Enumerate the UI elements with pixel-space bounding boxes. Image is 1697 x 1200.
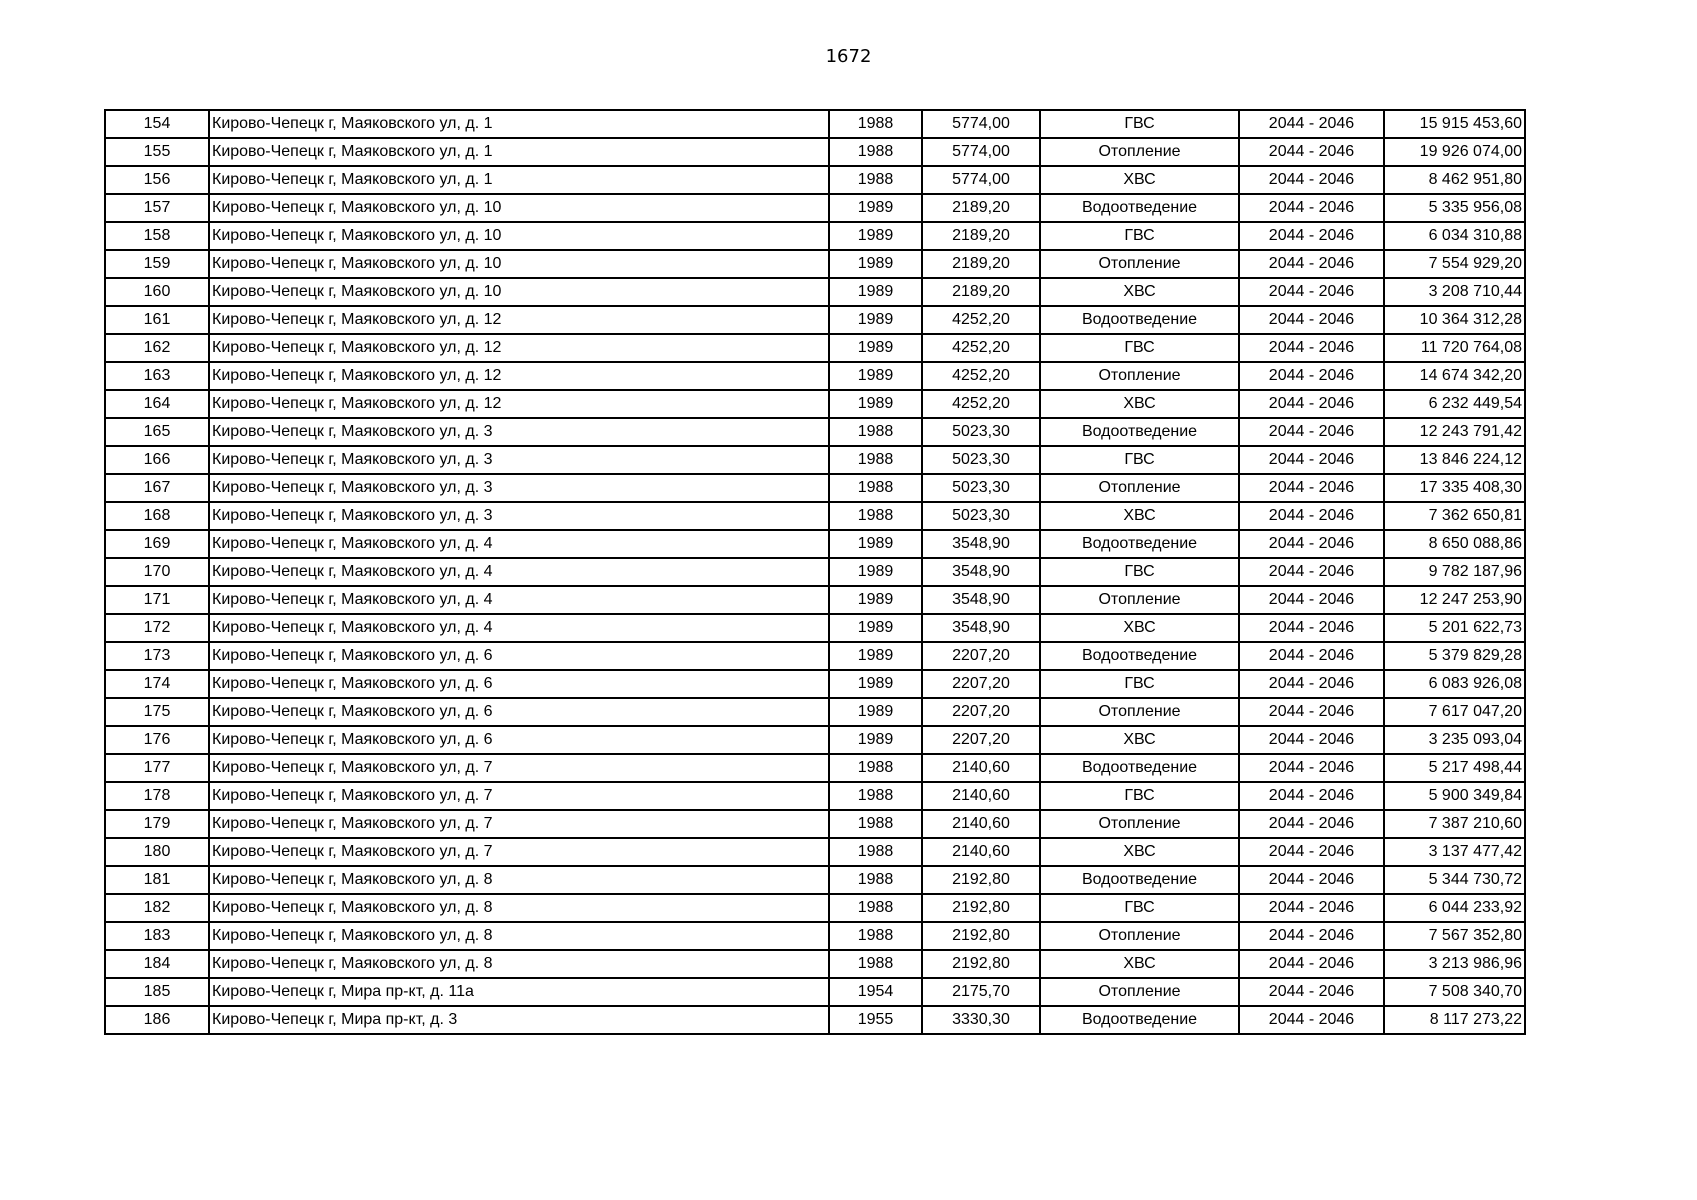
work-type-cell: Отопление	[1040, 586, 1239, 614]
period-cell: 2044 - 2046	[1239, 530, 1384, 558]
row-number-cell: 172	[105, 614, 209, 642]
year-cell: 1988	[829, 838, 922, 866]
area-cell: 5023,30	[922, 502, 1040, 530]
address-cell: Кирово-Чепецк г, Маяковского ул, д. 12	[209, 362, 829, 390]
table-row	[105, 250, 1525, 278]
row-number-cell: 183	[105, 922, 209, 950]
table-row	[105, 782, 1525, 810]
period-cell: 2044 - 2046	[1239, 698, 1384, 726]
table-row	[105, 446, 1525, 474]
area-cell: 5774,00	[922, 166, 1040, 194]
row-number-cell: 161	[105, 306, 209, 334]
area-cell: 2207,20	[922, 670, 1040, 698]
table-row	[105, 474, 1525, 502]
period-cell: 2044 - 2046	[1239, 810, 1384, 838]
year-cell: 1989	[829, 614, 922, 642]
work-type-cell: ГВС	[1040, 894, 1239, 922]
year-cell: 1988	[829, 894, 922, 922]
cost-cell: 5 217 498,44	[1384, 754, 1525, 782]
table-row	[105, 670, 1525, 698]
cost-cell: 19 926 074,00	[1384, 138, 1525, 166]
year-cell: 1988	[829, 138, 922, 166]
period-cell: 2044 - 2046	[1239, 1006, 1384, 1034]
year-cell: 1988	[829, 754, 922, 782]
address-cell: Кирово-Чепецк г, Маяковского ул, д. 6	[209, 698, 829, 726]
address-cell: Кирово-Чепецк г, Маяковского ул, д. 12	[209, 334, 829, 362]
work-type-cell: Отопление	[1040, 978, 1239, 1006]
row-number-cell: 170	[105, 558, 209, 586]
cost-cell: 7 362 650,81	[1384, 502, 1525, 530]
area-cell: 2189,20	[922, 222, 1040, 250]
period-cell: 2044 - 2046	[1239, 922, 1384, 950]
area-cell: 3548,90	[922, 586, 1040, 614]
year-cell: 1989	[829, 670, 922, 698]
area-cell: 3548,90	[922, 614, 1040, 642]
period-cell: 2044 - 2046	[1239, 838, 1384, 866]
period-cell: 2044 - 2046	[1239, 138, 1384, 166]
cost-cell: 6 044 233,92	[1384, 894, 1525, 922]
row-number-cell: 156	[105, 166, 209, 194]
cost-cell: 7 567 352,80	[1384, 922, 1525, 950]
year-cell: 1989	[829, 558, 922, 586]
address-cell: Кирово-Чепецк г, Маяковского ул, д. 4	[209, 614, 829, 642]
cost-cell: 6 232 449,54	[1384, 390, 1525, 418]
period-cell: 2044 - 2046	[1239, 866, 1384, 894]
year-cell: 1989	[829, 194, 922, 222]
data-table	[104, 109, 1526, 1035]
work-type-cell: ГВС	[1040, 110, 1239, 138]
table-row	[105, 222, 1525, 250]
address-cell: Кирово-Чепецк г, Маяковского ул, д. 4	[209, 586, 829, 614]
year-cell: 1988	[829, 166, 922, 194]
row-number-cell: 159	[105, 250, 209, 278]
period-cell: 2044 - 2046	[1239, 558, 1384, 586]
cost-cell: 7 387 210,60	[1384, 810, 1525, 838]
table-row	[105, 726, 1525, 754]
year-cell: 1988	[829, 502, 922, 530]
table-row	[105, 530, 1525, 558]
address-cell: Кирово-Чепецк г, Маяковского ул, д. 10	[209, 194, 829, 222]
area-cell: 2175,70	[922, 978, 1040, 1006]
year-cell: 1989	[829, 726, 922, 754]
work-type-cell: ГВС	[1040, 782, 1239, 810]
table-row	[105, 334, 1525, 362]
work-type-cell: ГВС	[1040, 558, 1239, 586]
cost-cell: 8 462 951,80	[1384, 166, 1525, 194]
address-cell: Кирово-Чепецк г, Маяковского ул, д. 6	[209, 642, 829, 670]
cost-cell: 5 344 730,72	[1384, 866, 1525, 894]
address-cell: Кирово-Чепецк г, Маяковского ул, д. 1	[209, 110, 829, 138]
work-type-cell: Отопление	[1040, 922, 1239, 950]
row-number-cell: 167	[105, 474, 209, 502]
row-number-cell: 158	[105, 222, 209, 250]
area-cell: 2207,20	[922, 642, 1040, 670]
row-number-cell: 169	[105, 530, 209, 558]
work-type-cell: Водоотведение	[1040, 194, 1239, 222]
work-type-cell: Отопление	[1040, 810, 1239, 838]
address-cell: Кирово-Чепецк г, Мира пр-кт, д. 3	[209, 1006, 829, 1034]
period-cell: 2044 - 2046	[1239, 642, 1384, 670]
area-cell: 2192,80	[922, 950, 1040, 978]
address-cell: Кирово-Чепецк г, Маяковского ул, д. 8	[209, 950, 829, 978]
address-cell: Кирово-Чепецк г, Маяковского ул, д. 10	[209, 278, 829, 306]
table-row	[105, 194, 1525, 222]
year-cell: 1988	[829, 950, 922, 978]
period-cell: 2044 - 2046	[1239, 754, 1384, 782]
row-number-cell: 185	[105, 978, 209, 1006]
period-cell: 2044 - 2046	[1239, 474, 1384, 502]
year-cell: 1988	[829, 474, 922, 502]
area-cell: 5023,30	[922, 418, 1040, 446]
row-number-cell: 160	[105, 278, 209, 306]
area-cell: 5774,00	[922, 138, 1040, 166]
year-cell: 1988	[829, 782, 922, 810]
table-row	[105, 558, 1525, 586]
table-row	[105, 642, 1525, 670]
year-cell: 1954	[829, 978, 922, 1006]
cost-cell: 7 508 340,70	[1384, 978, 1525, 1006]
address-cell: Кирово-Чепецк г, Маяковского ул, д. 6	[209, 670, 829, 698]
year-cell: 1989	[829, 278, 922, 306]
work-type-cell: ГВС	[1040, 334, 1239, 362]
table-row	[105, 754, 1525, 782]
area-cell: 2140,60	[922, 810, 1040, 838]
work-type-cell: ХВС	[1040, 950, 1239, 978]
table-row	[105, 278, 1525, 306]
cost-cell: 3 235 093,04	[1384, 726, 1525, 754]
work-type-cell: Водоотведение	[1040, 418, 1239, 446]
year-cell: 1989	[829, 642, 922, 670]
page-number: 1672	[825, 46, 872, 67]
row-number-cell: 179	[105, 810, 209, 838]
period-cell: 2044 - 2046	[1239, 614, 1384, 642]
area-cell: 4252,20	[922, 334, 1040, 362]
table-row	[105, 390, 1525, 418]
row-number-cell: 155	[105, 138, 209, 166]
area-cell: 4252,20	[922, 390, 1040, 418]
year-cell: 1988	[829, 418, 922, 446]
area-cell: 2207,20	[922, 698, 1040, 726]
period-cell: 2044 - 2046	[1239, 782, 1384, 810]
work-type-cell: Водоотведение	[1040, 1006, 1239, 1034]
work-type-cell: Водоотведение	[1040, 306, 1239, 334]
year-cell: 1988	[829, 446, 922, 474]
period-cell: 2044 - 2046	[1239, 110, 1384, 138]
year-cell: 1989	[829, 530, 922, 558]
row-number-cell: 173	[105, 642, 209, 670]
year-cell: 1989	[829, 362, 922, 390]
period-cell: 2044 - 2046	[1239, 166, 1384, 194]
area-cell: 5023,30	[922, 446, 1040, 474]
work-type-cell: Отопление	[1040, 698, 1239, 726]
period-cell: 2044 - 2046	[1239, 390, 1384, 418]
area-cell: 2140,60	[922, 782, 1040, 810]
row-number-cell: 184	[105, 950, 209, 978]
period-cell: 2044 - 2046	[1239, 250, 1384, 278]
period-cell: 2044 - 2046	[1239, 334, 1384, 362]
row-number-cell: 176	[105, 726, 209, 754]
row-number-cell: 182	[105, 894, 209, 922]
row-number-cell: 174	[105, 670, 209, 698]
table-row	[105, 838, 1525, 866]
work-type-cell: ГВС	[1040, 446, 1239, 474]
work-type-cell: Водоотведение	[1040, 866, 1239, 894]
area-cell: 2192,80	[922, 922, 1040, 950]
period-cell: 2044 - 2046	[1239, 194, 1384, 222]
address-cell: Кирово-Чепецк г, Маяковского ул, д. 4	[209, 558, 829, 586]
row-number-cell: 168	[105, 502, 209, 530]
row-number-cell: 178	[105, 782, 209, 810]
address-cell: Кирово-Чепецк г, Маяковского ул, д. 8	[209, 894, 829, 922]
cost-cell: 9 782 187,96	[1384, 558, 1525, 586]
table-row	[105, 306, 1525, 334]
period-cell: 2044 - 2046	[1239, 586, 1384, 614]
area-cell: 4252,20	[922, 362, 1040, 390]
table-row	[105, 502, 1525, 530]
address-cell: Кирово-Чепецк г, Маяковского ул, д. 3	[209, 474, 829, 502]
area-cell: 2189,20	[922, 194, 1040, 222]
cost-cell: 5 900 349,84	[1384, 782, 1525, 810]
table-row	[105, 418, 1525, 446]
cost-cell: 17 335 408,30	[1384, 474, 1525, 502]
year-cell: 1955	[829, 1006, 922, 1034]
table-row	[105, 614, 1525, 642]
cost-cell: 8 117 273,22	[1384, 1006, 1525, 1034]
address-cell: Кирово-Чепецк г, Маяковского ул, д. 8	[209, 922, 829, 950]
table-row	[105, 362, 1525, 390]
address-cell: Кирово-Чепецк г, Маяковского ул, д. 10	[209, 222, 829, 250]
table-row	[105, 810, 1525, 838]
work-type-cell: ХВС	[1040, 726, 1239, 754]
year-cell: 1989	[829, 586, 922, 614]
year-cell: 1988	[829, 922, 922, 950]
year-cell: 1988	[829, 810, 922, 838]
work-type-cell: Водоотведение	[1040, 530, 1239, 558]
year-cell: 1989	[829, 250, 922, 278]
year-cell: 1988	[829, 110, 922, 138]
area-cell: 2140,60	[922, 754, 1040, 782]
cost-cell: 7 617 047,20	[1384, 698, 1525, 726]
area-cell: 2189,20	[922, 250, 1040, 278]
area-cell: 2207,20	[922, 726, 1040, 754]
address-cell: Кирово-Чепецк г, Маяковского ул, д. 7	[209, 782, 829, 810]
cost-cell: 6 034 310,88	[1384, 222, 1525, 250]
work-type-cell: Водоотведение	[1040, 642, 1239, 670]
year-cell: 1989	[829, 390, 922, 418]
table-row	[105, 978, 1525, 1006]
row-number-cell: 164	[105, 390, 209, 418]
work-type-cell: ХВС	[1040, 390, 1239, 418]
cost-cell: 15 915 453,60	[1384, 110, 1525, 138]
work-type-cell: Водоотведение	[1040, 754, 1239, 782]
address-cell: Кирово-Чепецк г, Маяковского ул, д. 1	[209, 138, 829, 166]
work-type-cell: ХВС	[1040, 278, 1239, 306]
row-number-cell: 177	[105, 754, 209, 782]
row-number-cell: 154	[105, 110, 209, 138]
address-cell: Кирово-Чепецк г, Маяковского ул, д. 7	[209, 754, 829, 782]
work-type-cell: ГВС	[1040, 222, 1239, 250]
row-number-cell: 163	[105, 362, 209, 390]
cost-cell: 14 674 342,20	[1384, 362, 1525, 390]
address-cell: Кирово-Чепецк г, Маяковского ул, д. 12	[209, 390, 829, 418]
work-type-cell: Отопление	[1040, 138, 1239, 166]
year-cell: 1988	[829, 866, 922, 894]
address-cell: Кирово-Чепецк г, Маяковского ул, д. 3	[209, 446, 829, 474]
address-cell: Кирово-Чепецк г, Маяковского ул, д. 10	[209, 250, 829, 278]
cost-cell: 12 247 253,90	[1384, 586, 1525, 614]
area-cell: 2192,80	[922, 894, 1040, 922]
address-cell: Кирово-Чепецк г, Маяковского ул, д. 6	[209, 726, 829, 754]
work-type-cell: Отопление	[1040, 474, 1239, 502]
work-type-cell: Отопление	[1040, 362, 1239, 390]
table-row	[105, 950, 1525, 978]
cost-cell: 13 846 224,12	[1384, 446, 1525, 474]
table-row	[105, 586, 1525, 614]
period-cell: 2044 - 2046	[1239, 278, 1384, 306]
cost-cell: 11 720 764,08	[1384, 334, 1525, 362]
row-number-cell: 175	[105, 698, 209, 726]
address-cell: Кирово-Чепецк г, Маяковского ул, д. 3	[209, 502, 829, 530]
row-number-cell: 165	[105, 418, 209, 446]
period-cell: 2044 - 2046	[1239, 222, 1384, 250]
work-type-cell: ХВС	[1040, 838, 1239, 866]
work-type-cell: ХВС	[1040, 614, 1239, 642]
row-number-cell: 181	[105, 866, 209, 894]
table-row	[105, 110, 1525, 138]
address-cell: Кирово-Чепецк г, Маяковского ул, д. 7	[209, 838, 829, 866]
cost-cell: 3 213 986,96	[1384, 950, 1525, 978]
cost-cell: 8 650 088,86	[1384, 530, 1525, 558]
year-cell: 1989	[829, 334, 922, 362]
cost-cell: 7 554 929,20	[1384, 250, 1525, 278]
cost-cell: 3 137 477,42	[1384, 838, 1525, 866]
row-number-cell: 180	[105, 838, 209, 866]
table-row	[105, 138, 1525, 166]
table-row	[105, 166, 1525, 194]
row-number-cell: 157	[105, 194, 209, 222]
address-cell: Кирово-Чепецк г, Маяковского ул, д. 12	[209, 306, 829, 334]
period-cell: 2044 - 2046	[1239, 446, 1384, 474]
address-cell: Кирово-Чепецк г, Маяковского ул, д. 4	[209, 530, 829, 558]
year-cell: 1989	[829, 222, 922, 250]
cost-cell: 5 335 956,08	[1384, 194, 1525, 222]
table-row	[105, 922, 1525, 950]
work-type-cell: ГВС	[1040, 670, 1239, 698]
area-cell: 3548,90	[922, 558, 1040, 586]
address-cell: Кирово-Чепецк г, Маяковского ул, д. 7	[209, 810, 829, 838]
area-cell: 5023,30	[922, 474, 1040, 502]
period-cell: 2044 - 2046	[1239, 726, 1384, 754]
period-cell: 2044 - 2046	[1239, 670, 1384, 698]
row-number-cell: 171	[105, 586, 209, 614]
work-type-cell: ХВС	[1040, 166, 1239, 194]
address-cell: Кирово-Чепецк г, Маяковского ул, д. 8	[209, 866, 829, 894]
area-cell: 2192,80	[922, 866, 1040, 894]
period-cell: 2044 - 2046	[1239, 502, 1384, 530]
row-number-cell: 166	[105, 446, 209, 474]
row-number-cell: 162	[105, 334, 209, 362]
cost-cell: 10 364 312,28	[1384, 306, 1525, 334]
cost-cell: 3 208 710,44	[1384, 278, 1525, 306]
address-cell: Кирово-Чепецк г, Маяковского ул, д. 3	[209, 418, 829, 446]
period-cell: 2044 - 2046	[1239, 978, 1384, 1006]
address-cell: Кирово-Чепецк г, Маяковского ул, д. 1	[209, 166, 829, 194]
table-row	[105, 866, 1525, 894]
work-type-cell: ХВС	[1040, 502, 1239, 530]
area-cell: 5774,00	[922, 110, 1040, 138]
year-cell: 1989	[829, 306, 922, 334]
area-cell: 3330,30	[922, 1006, 1040, 1034]
table-row	[105, 894, 1525, 922]
cost-cell: 6 083 926,08	[1384, 670, 1525, 698]
cost-cell: 12 243 791,42	[1384, 418, 1525, 446]
period-cell: 2044 - 2046	[1239, 894, 1384, 922]
period-cell: 2044 - 2046	[1239, 418, 1384, 446]
area-cell: 2189,20	[922, 278, 1040, 306]
cost-cell: 5 379 829,28	[1384, 642, 1525, 670]
year-cell: 1989	[829, 698, 922, 726]
area-cell: 3548,90	[922, 530, 1040, 558]
address-cell: Кирово-Чепецк г, Мира пр-кт, д. 11а	[209, 978, 829, 1006]
work-type-cell: Отопление	[1040, 250, 1239, 278]
area-cell: 2140,60	[922, 838, 1040, 866]
table-body	[105, 110, 1525, 1034]
table-row	[105, 1006, 1525, 1034]
period-cell: 2044 - 2046	[1239, 950, 1384, 978]
table-row	[105, 698, 1525, 726]
cost-cell: 5 201 622,73	[1384, 614, 1525, 642]
period-cell: 2044 - 2046	[1239, 306, 1384, 334]
period-cell: 2044 - 2046	[1239, 362, 1384, 390]
row-number-cell: 186	[105, 1006, 209, 1034]
area-cell: 4252,20	[922, 306, 1040, 334]
